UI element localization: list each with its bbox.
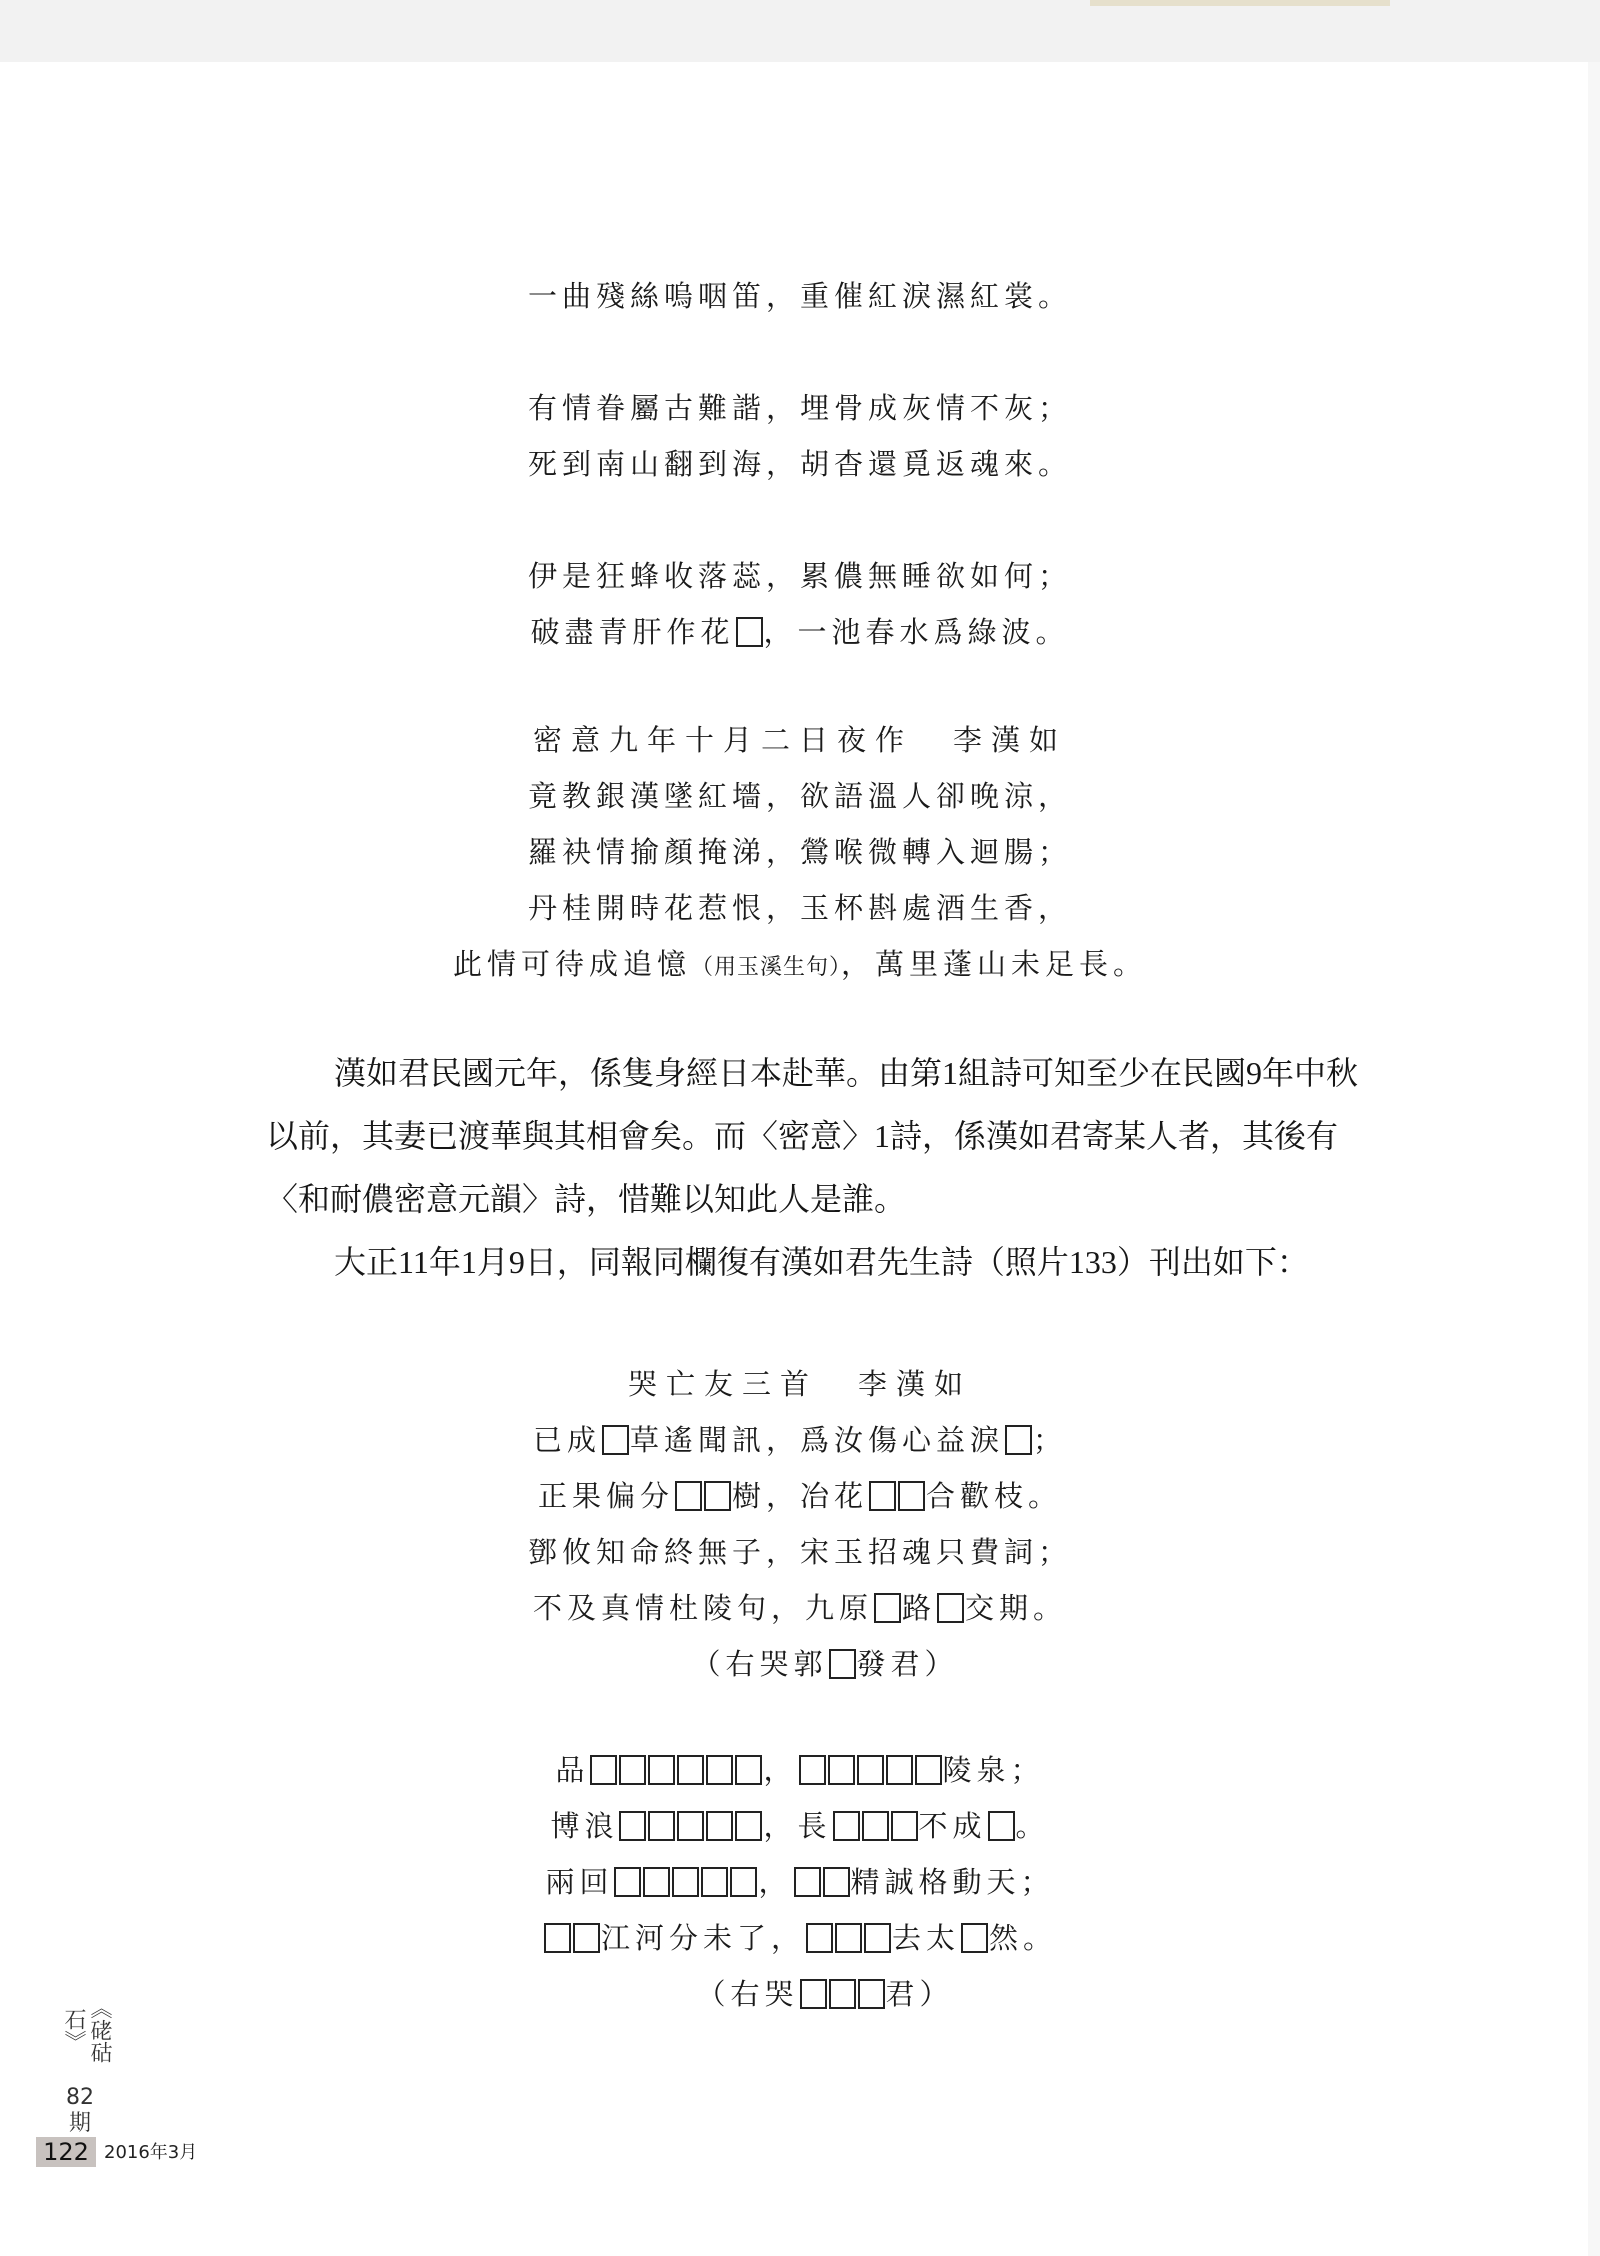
missing-char-box [730,1867,757,1897]
missing-char-box [833,1811,860,1841]
paragraph-line: 漢如君民國元年，係隻身經日本赴華。由第1組詩可知至少在民國9年中秋 [334,1055,1359,1091]
issue-number: 82 [66,2085,94,2110]
poem-text: ，萬里蓬山未足長。 [841,947,1148,981]
missing-char-box [898,1481,925,1511]
missing-char-box [590,1755,617,1785]
issue-date: 2016年3月 [104,2142,198,2163]
scan-top-band [0,0,1600,62]
poem-text: ，長 [763,1809,832,1843]
poem-line [0,604,1600,660]
missing-char-box [886,1755,913,1785]
missing-char-box [701,1867,728,1897]
missing-char-box [915,1755,942,1785]
poem-line [0,1468,1600,1524]
missing-char-box [823,1867,850,1897]
poem-block-2 [0,712,1600,992]
poem-line: 羅袂情揄顏掩涕，鶯喉微轉入迴腸； [527,835,1072,869]
missing-char-box [869,1481,896,1511]
poem-text: 交期。 [965,1591,1068,1625]
poem-text: ， [763,1753,798,1787]
poem-text: 正果偏分 [537,1479,674,1513]
missing-char-box [1005,1425,1032,1455]
missing-char-box [806,1923,833,1953]
poem-text: 合歡枝。 [926,1479,1063,1513]
body-text [266,1042,1456,1294]
missing-char-box [675,1481,702,1511]
missing-char-box [857,1755,884,1785]
poem-title-line [0,1356,1600,1412]
paragraph-line: 〈和耐儂密意元韻〉詩，惜難以知此人是誰。 [266,1181,907,1217]
poem-text: 破盡青肝作花 [530,615,735,649]
missing-char-box [573,1923,600,1953]
poem-line [0,1854,1600,1910]
poem-text: 草遙聞訊，爲汝傷心益淚 [629,1423,1004,1457]
scan-top-line [1090,0,1390,6]
missing-char-box [937,1593,964,1623]
poem-text: 精誠格動天； [850,1865,1055,1899]
poem-text: 此情可待成追憶 [452,947,691,981]
poem-text: 君） [885,1977,954,2011]
missing-char-box [862,1811,889,1841]
poem-author: 李漢如 [858,1367,973,1401]
missing-char-box [874,1593,901,1623]
missing-char-box [858,1979,885,2009]
missing-char-box [602,1425,629,1455]
issue-label: 期 [68,2111,91,2136]
poem-text: 。 [1015,1809,1050,1843]
poem-line: 鄧攸知命終無子，宋玉招魂只費詞； [527,1535,1072,1569]
poem-text: 不及真情杜陵句，九原 [532,1591,873,1625]
poem-text: 已成 [532,1423,601,1457]
poem-line: 竟教銀漢墜紅墻，欲語溫人卻晚涼， [527,779,1072,813]
missing-char-box [988,1811,1015,1841]
poem-text: ，一池春水爲綠波。 [763,615,1070,649]
poem-text: 博浪 [550,1809,619,1843]
poem-text: ， [758,1865,793,1899]
page-number: 122 [36,2137,96,2167]
missing-char-box [672,1867,699,1897]
missing-char-box [677,1755,704,1785]
missing-char-box [829,1979,856,2009]
poem-line: 丹桂開時花惹恨，玉杯斟處酒生香， [527,891,1072,925]
poem-line: 伊是狂蜂收落蕊，累儂無睡欲如何； [527,559,1072,593]
missing-char-box [677,1811,704,1841]
poem-text: 江河分未了， [600,1921,805,1955]
poem-text: 去太 [891,1921,960,1955]
missing-char-box [619,1755,646,1785]
missing-char-box [643,1867,670,1897]
poem-attribution [0,1966,1600,2022]
poem-attribution [0,1636,1600,1692]
poem-title: 密意九年十月二日夜作 [532,723,913,757]
poem-line [0,1742,1600,1798]
poem-line [0,1412,1600,1468]
missing-char-box [829,1649,856,1679]
missing-char-box [800,1979,827,2009]
missing-char-box [736,617,763,647]
missing-char-box [961,1923,988,1953]
missing-char-box [706,1811,733,1841]
poem-text: ； [1033,1423,1068,1457]
poem-line [0,936,1600,992]
poem-text: 品 [555,1753,590,1787]
missing-char-box [735,1755,762,1785]
missing-char-box [619,1811,646,1841]
poem-line [0,1798,1600,1854]
poem-block-4 [0,1742,1600,2022]
poem-text: （右哭 [696,1977,799,2011]
paragraph-line: 以前，其妻已渡華與其相會矣。而〈密意〉1詩，係漢如君寄某人者，其後有 [266,1118,1339,1154]
missing-char-box [835,1923,862,1953]
poem-block-3 [0,1356,1600,1692]
missing-char-box [794,1867,821,1897]
poem-line: 死到南山翻到海，胡杳還覓返魂來。 [527,447,1072,481]
poem-title: 哭亡友三首 [627,1367,818,1401]
poem-author: 李漢如 [953,723,1068,757]
missing-char-box [648,1811,675,1841]
missing-char-box [544,1923,571,1953]
poem-text: （右哭郭 [691,1647,828,1681]
poem-text: 樹，冶花 [731,1479,868,1513]
poem-title-line [0,712,1600,768]
missing-char-box [706,1755,733,1785]
missing-char-box [704,1481,731,1511]
poem-line: 有情眷屬古難諧，埋骨成灰情不灰； [527,391,1072,425]
missing-char-box [799,1755,826,1785]
poem-source-note: （用玉溪生句） [690,955,841,980]
magazine-title: 《硓𥑮石》 [61,1997,112,2063]
paragraph-line: 大正11年1月9日，同報同欄復有漢如君先生詩（照片133）刊出如下： [334,1244,1309,1280]
poem-block-1 [0,268,1600,660]
poem-line [0,1580,1600,1636]
magazine-sidebar-title [60,1982,112,2137]
poem-text: 兩回 [545,1865,614,1899]
missing-char-box [864,1923,891,1953]
poem-text: 不成 [918,1809,987,1843]
poem-text: 然。 [989,1921,1058,1955]
poem-text: 路 [901,1591,936,1625]
missing-char-box [735,1811,762,1841]
poem-text: 陵泉； [942,1753,1045,1787]
missing-char-box [648,1755,675,1785]
poem-line [0,1910,1600,1966]
missing-char-box [891,1811,918,1841]
poem-line: 一曲殘絲嗚咽笛，重催紅淚濕紅裳。 [527,279,1072,313]
poem-text: 發君） [856,1647,959,1681]
missing-char-box [828,1755,855,1785]
missing-char-box [614,1867,641,1897]
